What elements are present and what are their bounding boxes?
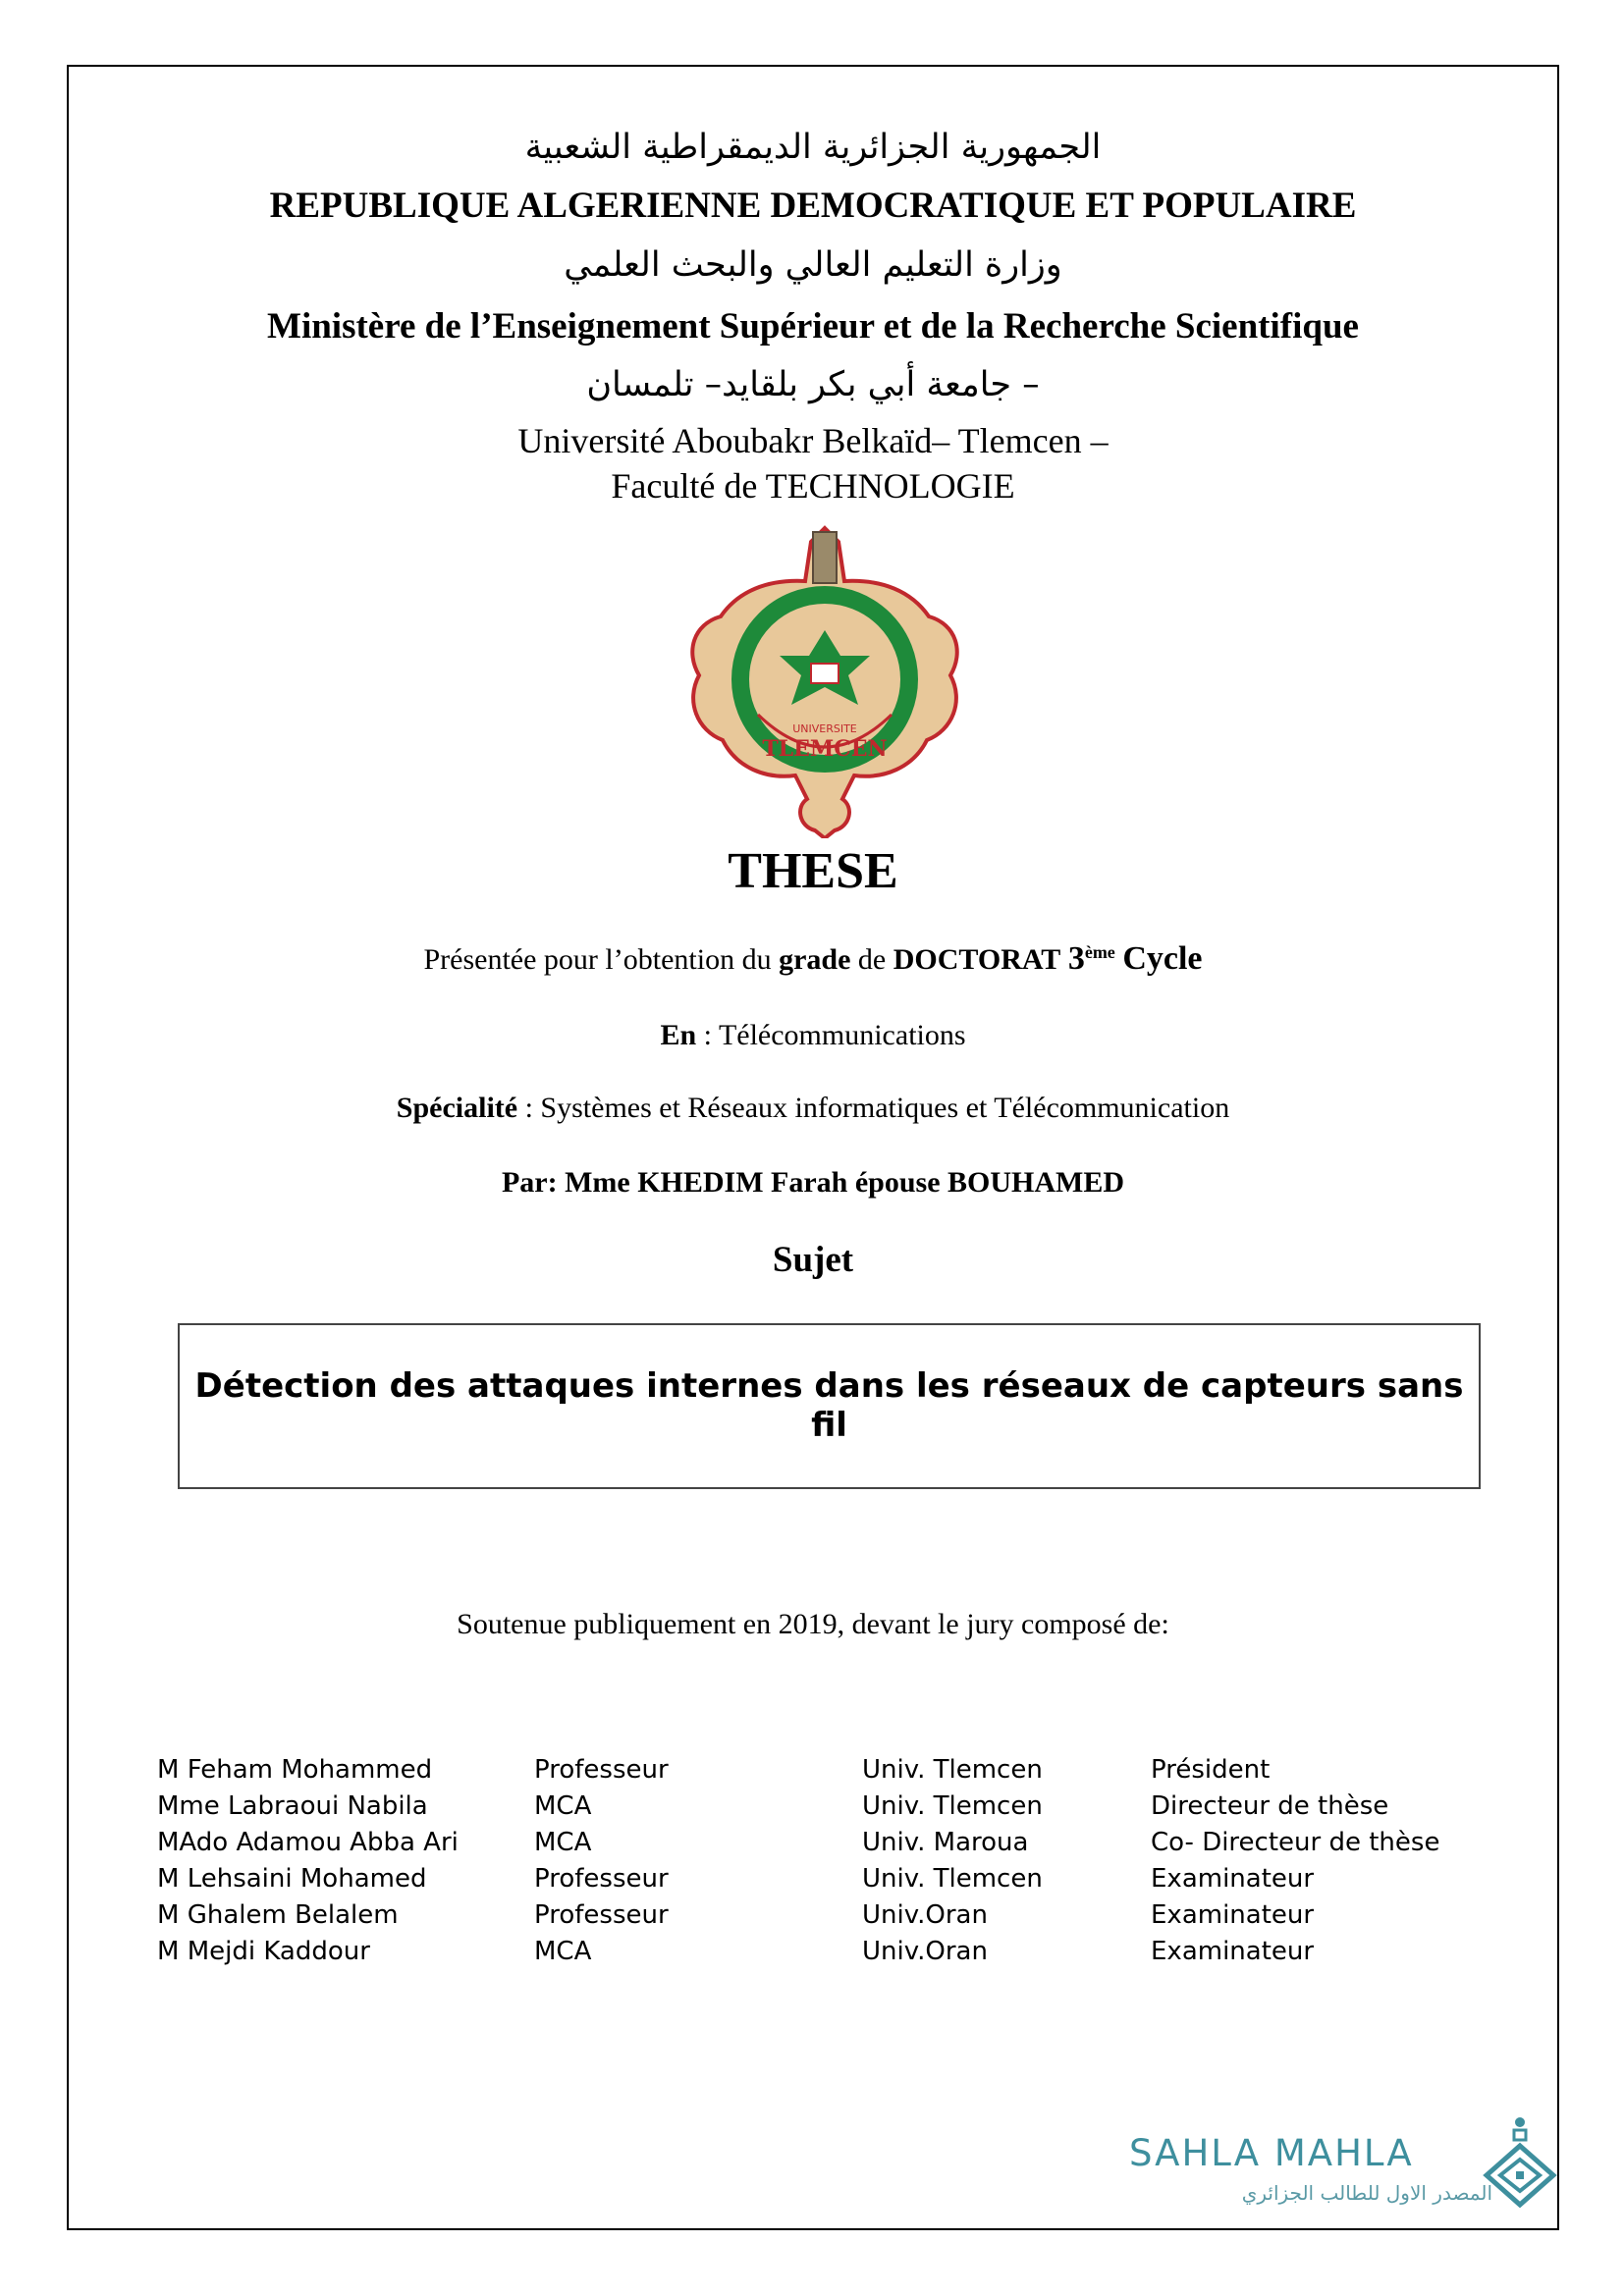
university-logo (685, 522, 964, 838)
jury-role: Examinateur (1151, 1937, 1315, 1966)
field-value: : Télécommunications (696, 1019, 966, 1051)
watermark-brand: SAHLA MAHLA (1129, 2132, 1414, 2174)
ministry-heading: Ministère de l’Enseignement Supérieur et de la Recherche Scientifique (267, 306, 1359, 347)
jury-role: Directeur de thèse (1151, 1791, 1389, 1821)
subject-title: Détection des attaques internes dans les réseaux de capteurs sans fil (194, 1366, 1464, 1445)
jury-institution: Univ. Tlemcen (862, 1755, 1043, 1785)
jury-institution: Univ.Oran (862, 1937, 988, 1966)
jury-rank: Professeur (534, 1755, 669, 1785)
university-name: Université Aboubakr Belkaïd– Tlemcen – (517, 421, 1109, 460)
jury-institution: Univ. Maroua (862, 1828, 1029, 1857)
jury-name: M Mejdi Kaddour (157, 1937, 370, 1966)
cycle-superscript: ème (1084, 942, 1115, 962)
watermark-tagline: المصدر الاول للطالب الجزائري (1241, 2181, 1492, 2205)
subject-box (178, 1323, 1481, 1489)
jury-rank: Professeur (534, 1900, 669, 1930)
field-label: En (660, 1019, 697, 1051)
jury-name: MAdo Adamou Abba Ari (157, 1828, 459, 1857)
jury-role: Examinateur (1151, 1900, 1315, 1930)
arabic-ministry-heading: وزارة التعليم العالي والبحث العلمي (564, 245, 1062, 285)
arabic-republic-heading: الجمهورية الجزائرية الديمقراطية الشعبية (524, 128, 1102, 167)
cycle-word: Cycle (1122, 940, 1203, 977)
jury-name: Mme Labraoui Nabila (157, 1791, 428, 1821)
presentation-line (67, 940, 1559, 978)
grade-word: grade (779, 943, 851, 976)
jury-rank: MCA (534, 1828, 592, 1857)
jury-institution: Univ.Oran (862, 1900, 988, 1930)
jury-name: M Feham Mohammed (157, 1755, 433, 1785)
jury-rank: Professeur (534, 1864, 669, 1894)
logo-text-top: UNIVERSITE (792, 722, 857, 735)
jury-role: Co- Directeur de thèse (1151, 1828, 1440, 1857)
presentation-mid: de (850, 943, 893, 976)
presentation-prefix: Présentée pour l’obtention du (423, 943, 780, 976)
jury-rank: MCA (534, 1791, 592, 1821)
jury-rank: MCA (534, 1937, 592, 1966)
logo-text-bottom: TLEMCEN (762, 736, 888, 762)
jury-institution: Univ. Tlemcen (862, 1864, 1043, 1894)
jury-role: Examinateur (1151, 1864, 1315, 1894)
faculty-name: Faculté de TECHNOLOGIE (611, 466, 1015, 506)
watermark-logo-icon (1481, 2112, 1559, 2220)
defense-line: Soutenue publiquement en 2019, devant le jury composé de: (457, 1608, 1169, 1640)
speciality-value: : Systèmes et Réseaux informatiques et Télécommunication (517, 1092, 1230, 1124)
doctorat-word: DOCTORAT (893, 943, 1061, 976)
document-title: THESE (728, 843, 898, 899)
speciality-line (67, 1092, 1559, 1125)
author-line: Par: Mme KHEDIM Farah épouse BOUHAMED (501, 1166, 1125, 1199)
jury-name: M Lehsaini Mohamed (157, 1864, 427, 1894)
republic-heading: REPUBLIQUE ALGERIENNE DEMOCRATIQUE ET POPULAIRE (269, 186, 1357, 226)
jury-institution: Univ. Tlemcen (862, 1791, 1043, 1821)
jury-name: M Ghalem Belalem (157, 1900, 399, 1930)
subject-label: Sujet (772, 1240, 854, 1280)
field-line (67, 1019, 1559, 1052)
cycle-number: 3 (1067, 940, 1085, 977)
jury-role: Président (1151, 1755, 1271, 1785)
speciality-label: Spécialité (396, 1092, 518, 1124)
arabic-university-heading: – جامعة أبي بكر بلقايد– تلمسان (586, 365, 1040, 404)
